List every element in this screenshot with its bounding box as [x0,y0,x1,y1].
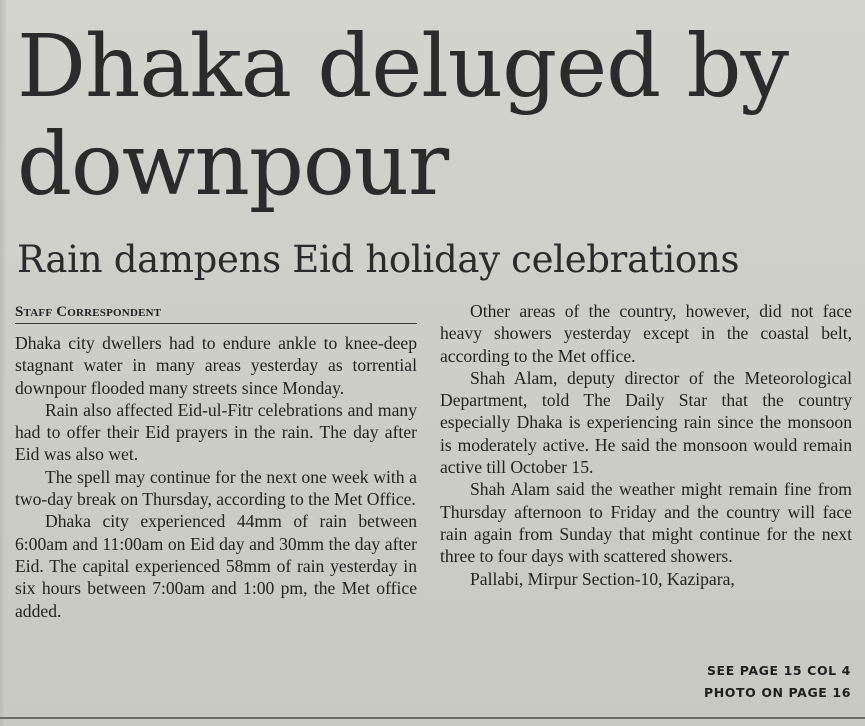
bottom-rule [0,717,865,719]
paper-edge [0,0,6,726]
paragraph: Pallabi, Mirpur Section-10, Kazipara, [470,568,735,589]
see-page-jump: SEE PAGE 15 COL 4 [706,663,851,678]
headline: Dhaka deluged by downpour [17,17,789,215]
paragraph: Shah Alam said the weather might remain fine from Thursday afternoon to Friday and the country will face rain again from Sunday that might continue for the next three to four days with scattered showers. [440,479,852,567]
paragraph: Dhaka city experienced 44mm of rain between 6:00am and 11:00am on Eid day and 30mm the day after Eid. The capital experienced 58mm of rain yesterday in six hours between 7:00am and 1:00 pm, the Met office added. [15,511,417,621]
paragraph: Rain also affected Eid-ul-Fitr celebrations and many had to offer their Eid prayers in the rain. The day after Eid was also wet. [15,399,417,465]
byline: Staff Correspondent [15,301,417,324]
continuation-notes [704,660,851,704]
paragraph: The spell may continue for the next one week with a two-day break on Thursday, according to the Met Office. [15,466,417,510]
paragraph: Other areas of the country, however, did not face heavy showers yesterday except in the coastal belt, according to the Met office. [440,301,852,366]
article-column-right [440,300,852,590]
paragraph: Dhaka city dwellers had to endure ankle to knee-deep stagnant water in many areas yesterday as torrential downpour flooded many streets since Monday. [15,333,417,398]
subheadline: Rain dampens Eid holiday celebrations [17,238,740,281]
paragraph: Shah Alam, deputy director of the Meteorological Department, told The Daily Star that the country especially Dhaka is experiencing rain since the monsoon is moderately active. He said the monsoon would remain active till October 15. [440,367,852,478]
photo-page-jump: PHOTO ON PAGE 16 [703,685,851,700]
article-column-left [15,300,417,622]
